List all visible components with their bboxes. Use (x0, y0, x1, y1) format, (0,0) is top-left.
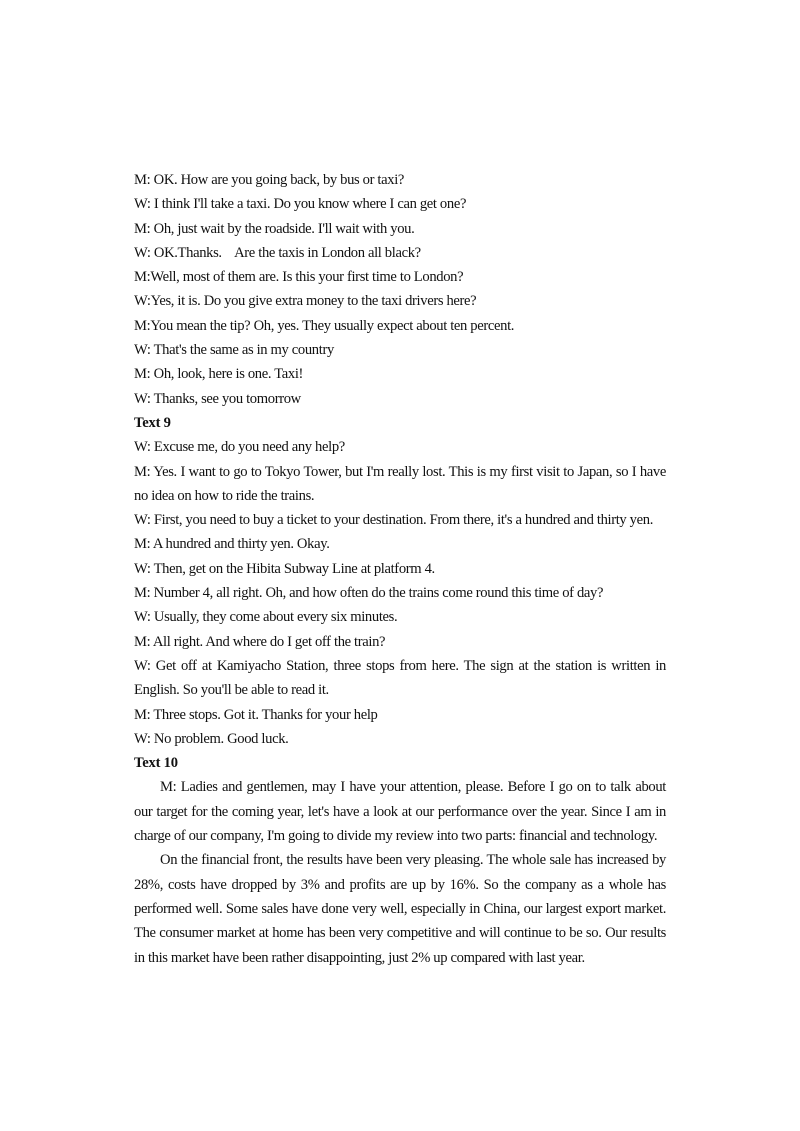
text10-speech (134, 775, 666, 969)
speech-paragraph: On the financial front, the results have been very pleasing. The whole sale has increased by 28%, costs have dropped by 3% and profits are up by 16%. So the company as a whole has performed well. Some sales have done very well, especially in China, our largest export market. The consumer market at home has been very competitive and will continue to be so. Our results in this market have been rather disappointing, just 2% up compared with last year. (134, 852, 666, 966)
dialogue-line: M: OK. How are you going back, by bus or taxi? (134, 172, 405, 188)
dialogue-line: W: Then, get on the Hibita Subway Line at platform 4. (134, 560, 435, 577)
dialogue-line: W: That's the same as in my country (134, 342, 334, 359)
dialogue-line: M:You mean the tip? Oh, yes. They usually expect about ten percent. (134, 317, 515, 334)
dialogue-line: W: Excuse me, do you need any help? (134, 439, 345, 456)
speech-paragraph: M: Ladies and gentlemen, may I have your attention, please. Before I go on to talk about our target for the coming year, let's have a look at our performance over the year. Since I am in charge of our company, I'm going to divide my review into two parts: financial and technology. (134, 779, 666, 845)
text10-heading: Text 10 (134, 755, 178, 772)
dialogue-line: W: Get off at Kamiyacho Station, three stops from here. The sign at the station is written in English. So you'll be able to read it. (134, 657, 666, 699)
text9-dialogue (134, 435, 666, 751)
dialogue-line: W: OK.Thanks. Are the taxis in London all black? (134, 244, 421, 261)
dialogue-line: W: Usually, they come about every six minutes. (134, 609, 398, 626)
dialogue-line: W: Thanks, see you tomorrow (134, 390, 301, 407)
dialogue-line: M: Yes. I want to go to Tokyo Tower, but I'm really lost. This is my first visit to Japan, so I have no idea on how to ride the trains. (134, 463, 666, 504)
dialogue-line: M: Oh, look, here is one. Taxi! (134, 366, 304, 383)
text8-dialogue (134, 168, 666, 411)
dialogue-line: W:Yes, it is. Do you give extra money to the taxi drivers here? (134, 293, 477, 310)
dialogue-line: W: First, you need to buy a ticket to your destination. From there, it's a hundred and thirty yen. (134, 512, 654, 529)
dialogue-line: M: A hundred and thirty yen. Okay. (134, 536, 330, 553)
dialogue-line: W: I think I'll take a taxi. Do you know where I can get one? (134, 196, 467, 213)
dialogue-line: M: Number 4, all right. Oh, and how often do the trains come round this time of day? (134, 585, 604, 602)
document-page (134, 168, 666, 970)
dialogue-line: W: No problem. Good luck. (134, 730, 289, 747)
dialogue-line: M: All right. And where do I get off the train? (134, 633, 386, 650)
dialogue-line: M: Oh, just wait by the roadside. I'll wait with you. (134, 220, 415, 237)
text9-heading: Text 9 (134, 414, 171, 431)
dialogue-line: M: Three stops. Got it. Thanks for your help (134, 706, 378, 723)
dialogue-line: M:Well, most of them are. Is this your first time to London? (134, 269, 464, 286)
